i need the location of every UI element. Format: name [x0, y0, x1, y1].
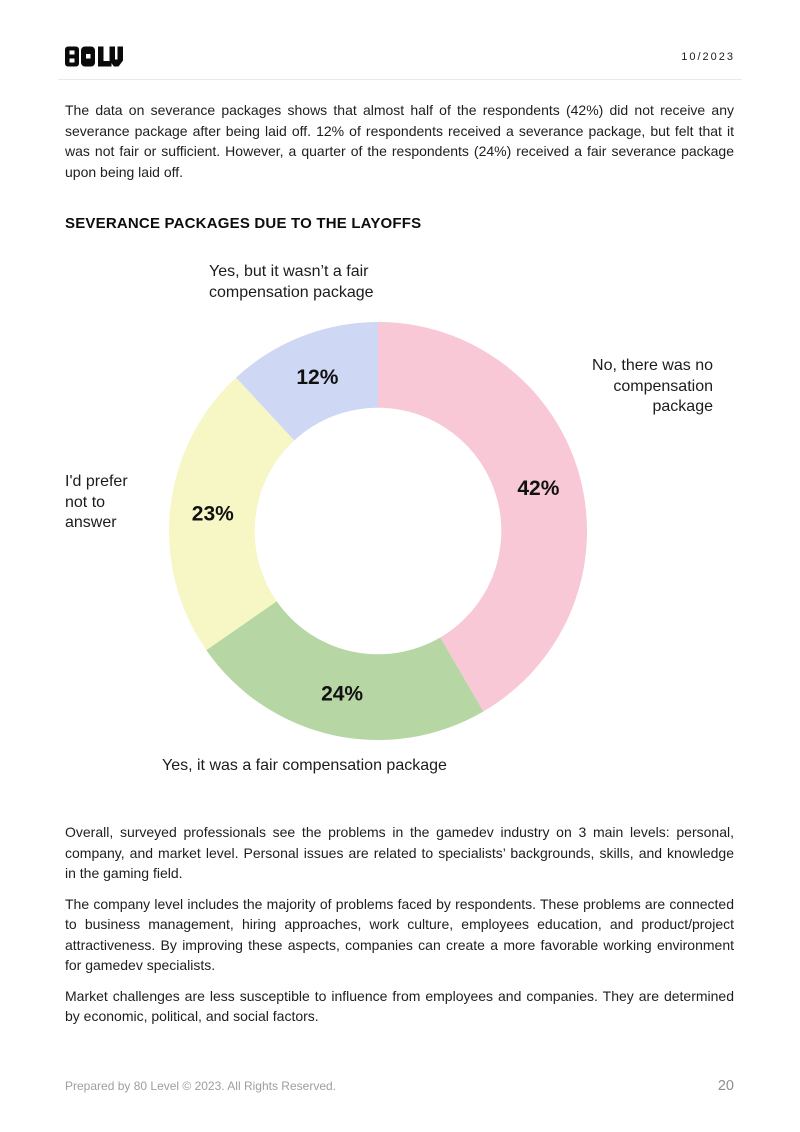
slice-percent-label: 23%: [191, 502, 234, 526]
body-paragraph-2: The company level includes the majority of problems faced by respondents. These problems are connected to business management, hiring approaches, work culture, employees education, and product/project attractiveness. By improving these aspects, companies can create a more favorable working environment for gamedev specialists.: [65, 895, 734, 973]
logo-80lv: [65, 46, 123, 67]
donut-chart: [169, 322, 587, 740]
page-number: 20: [717, 1078, 734, 1094]
body-paragraph-1: Overall, surveyed professionals see the problems in the gamedev industry on 3 main levels: personal, company, and market level. Personal issues are related to specialists’ backgrounds, skills, and knowledge in the gaming field.: [65, 824, 734, 881]
body-paragraph-3: Market challenges are less susceptible to influence from employees and companies. They are determined by economic, political, and social factors.: [65, 987, 734, 1024]
slice-label-prefer-not-answer: I'd prefer not to answer: [65, 473, 128, 531]
copyright-text: Prepared by 80 Level © 2023. All Rights Reserved.: [65, 1079, 336, 1093]
slice-percent-label: 12%: [296, 365, 339, 389]
slice-percent-label: 24%: [321, 682, 364, 706]
logo-80lv-icon: [65, 46, 123, 67]
donut-chart-section: [0, 232, 800, 792]
section-heading: SEVERANCE PACKAGES DUE TO THE LAYOFFS: [65, 215, 422, 232]
intro-paragraph: The data on severance packages shows that almost half of the respondents (42%) did not receive any severance package after being laid off. 12% of respondents received a severance package, but felt that it was not fair or sufficient. However, a quarter of the respondents (24%) received a fair severance package upon being laid off.: [65, 102, 734, 180]
slice-label-no-package: No, there was no compensation package: [592, 357, 713, 415]
slice-percent-label: 42%: [517, 477, 560, 501]
page-footer: [65, 1078, 734, 1094]
slice-label-not-fair-package: Yes, but it wasn’t a fair compensation package: [209, 263, 374, 301]
slice-label-fair-package: Yes, it was a fair compensation package: [162, 757, 447, 774]
donut-slice: [206, 601, 483, 740]
issue-date: 10/2023: [681, 50, 735, 63]
page-header: [58, 0, 742, 80]
